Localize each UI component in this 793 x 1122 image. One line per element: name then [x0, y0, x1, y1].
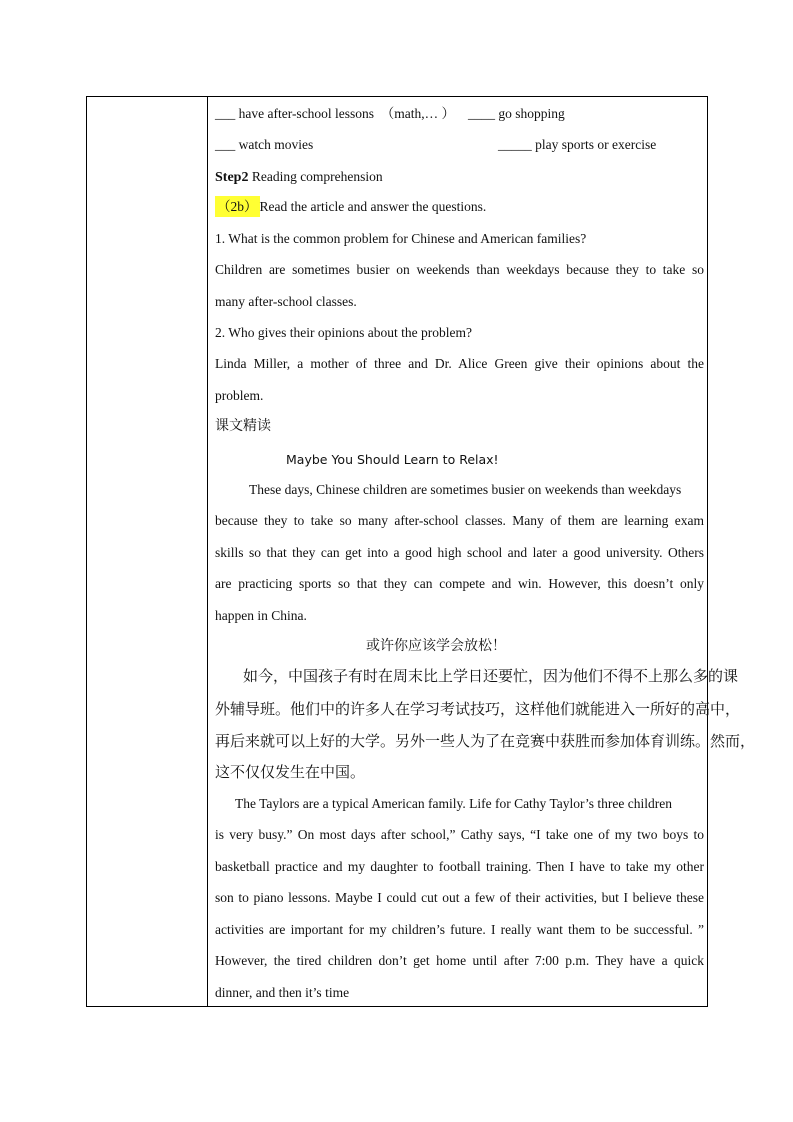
- article-p2-line-3: basketball practice and my daughter to football training. Then I have to take my other: [215, 859, 704, 874]
- article-p1-cn-line-4: 这不仅仅发生在中国。: [215, 763, 366, 781]
- option-play-sports: _____ play sports or exercise: [498, 137, 657, 152]
- option-after-school-lessons: ___ have after-school lessons （math,… ）: [215, 106, 456, 121]
- article-p2-line-2: is very busy.” On most days after school,” Cathy says, “I take one of my two boys to: [215, 827, 704, 842]
- document-table: [86, 96, 756, 1007]
- column-divider: [207, 97, 208, 1006]
- article-title-cn: 或许你应该学会放松！: [366, 638, 506, 654]
- step2-heading: [215, 168, 383, 187]
- article-p2-line-4: son to piano lessons. Maybe I could cut out a few of their activities, but I believe these: [215, 890, 704, 905]
- option-watch-movies: ___ watch movies: [215, 137, 314, 152]
- article-p2-line-6: However, the tired children don’t get home until after 7:00 p.m. They have a quick: [215, 953, 704, 968]
- article-p1-cn-line-1: 如今，中国孩子有时在周末比上学日还要忙，因为他们不得不上那么多的课: [243, 667, 739, 685]
- step2-title: Reading comprehension: [248, 169, 383, 184]
- article-p1-line-2: because they to take so many after-school classes. Many of them are learning exam: [215, 513, 704, 528]
- article-p2-line-7: dinner, and then it’s time: [215, 985, 350, 1000]
- article-p1-line-3: skills so that they can get into a good high school and later a good university. Others: [215, 545, 704, 560]
- task-tag-highlight: （2b）: [215, 196, 260, 217]
- article-p2-line-5: activities are important for my children’s future. I really want them to be successful. ”: [215, 922, 704, 937]
- answer-2-line-2: problem.: [215, 388, 264, 403]
- answer-2-line-1: Linda Miller, a mother of three and Dr. Alice Green give their opinions about the: [215, 356, 704, 371]
- question-1: 1. What is the common problem for Chinese and American families?: [215, 231, 587, 246]
- answer-1-line-2: many after-school classes.: [215, 294, 357, 309]
- task-instruction: Read the article and answer the questions.: [259, 199, 487, 214]
- article-p1-line-5: happen in China.: [215, 608, 307, 623]
- article-p1-line-4: are practicing sports so that they can compete and win. However, this doesn’t only: [215, 576, 704, 591]
- section-label-close-reading: 课文精读: [215, 418, 271, 434]
- article-p1-line-1: These days, Chinese children are sometimes busier on weekends than weekdays: [249, 482, 682, 497]
- article-p1-cn-line-3: 再后来就可以上好的大学。另外一些人为了在竞赛中获胜而参加体育训练。然而，: [215, 732, 756, 750]
- article-p2-line-1: The Taylors are a typical American family. Life for Cathy Taylor’s three children: [235, 796, 672, 811]
- step2-label: Step2: [215, 170, 249, 185]
- question-2: 2. Who gives their opinions about the problem?: [215, 325, 472, 340]
- answer-1-line-1: Children are sometimes busier on weekends than weekdays because they to take so: [215, 262, 704, 277]
- task-2b: [215, 198, 486, 216]
- article-title-en: Maybe You Should Learn to Relax!: [286, 452, 499, 467]
- article-p1-cn-line-2: 外辅导班。他们中的许多人在学习考试技巧，这样他们就能进入一所好的高中，: [215, 700, 741, 718]
- option-go-shopping: ____ go shopping: [468, 106, 565, 121]
